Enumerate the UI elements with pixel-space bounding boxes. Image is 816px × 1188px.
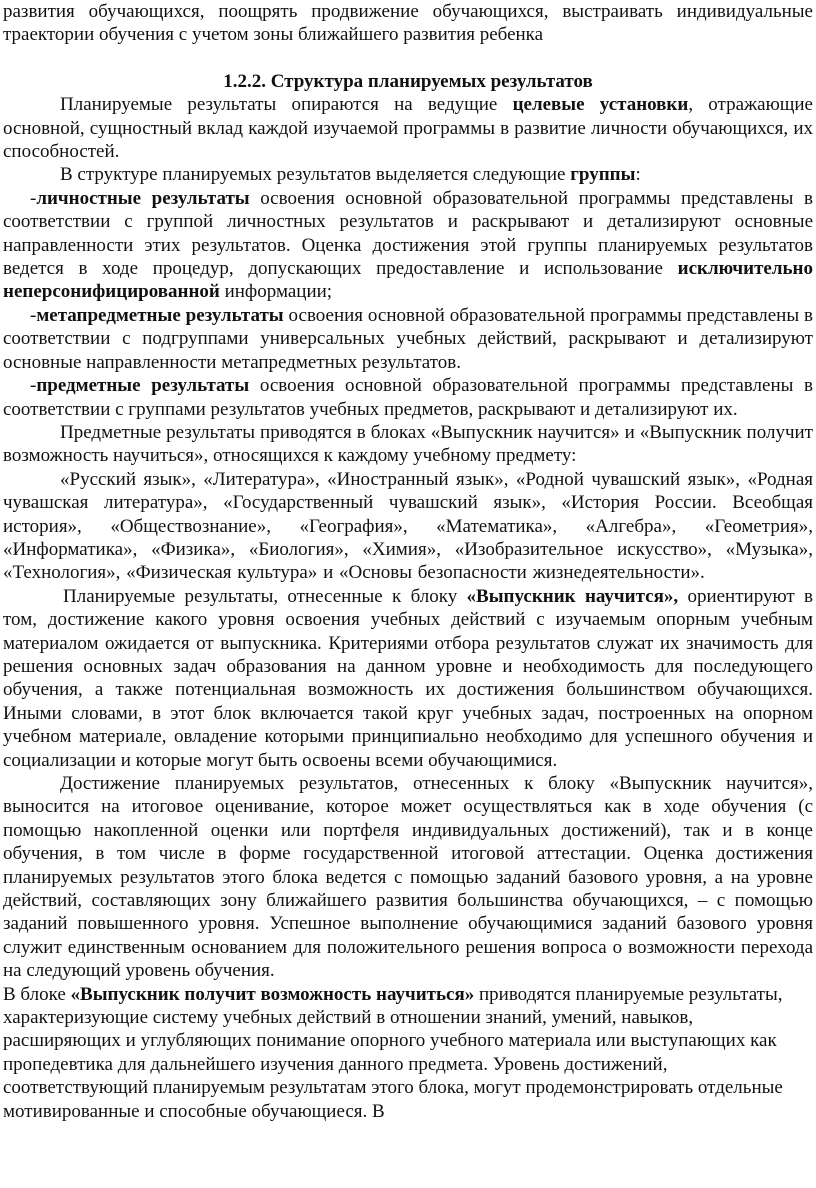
bold-term-metasubject-results: метапредметные результаты bbox=[36, 304, 284, 326]
bold-term-groups: группы bbox=[570, 164, 636, 186]
paragraph-groups: В структуре планируемых результатов выделяется следующие группы: bbox=[60, 164, 641, 186]
bold-term-graduate-will-learn: «Выпускник научится», bbox=[466, 585, 679, 607]
paragraph-graduate-opportunity: В блоке «Выпускник получит возможность научиться» приводятся планируемые результаты, характеризующие систему учебных действий в отношении знаний, умений, навыков, расширяющих и углубляющих понимание опорного учебного материала или выступающих как пропедевтика для дальнейшего изучения данного предмета. Уровень достижений, соответствующий планируемым результатам этого блока, могут продемонстрировать отдельные мотивированные и способные обучающиеся. В bbox=[3, 983, 783, 1122]
bold-term-nonpersonified: исключительно неперсонифицированной bbox=[3, 258, 813, 303]
paragraph-subject-list: «Русский язык», «Литература», «Иностранный язык», «Родной чувашский язык», «Родная чувашская литература», «Государственный чувашский язык», «История России. Всеобщая история», «Обществознание», «География», «Математика», «Алгебра», «Геометрия», «Информатика», «Физика», «Биология», «Химия», «Изобразительное искусство», «Музыка», «Технология», «Физическая культура» и «Основы безопасности жизнедеятельности». bbox=[3, 468, 813, 584]
paragraph-blocks-intro: Предметные результаты приводятся в блоках «Выпускник научится» и «Выпускник получит возможность научиться», относящихся к каждому учебному предмету: bbox=[3, 421, 813, 467]
paragraph-subject-results: -предметные результаты освоения основной образовательной программы представлены в соответствии с группами результатов учебных предметов, раскрывают и детализируют их. bbox=[3, 375, 813, 420]
paragraph-graduate-will-learn: Планируемые результаты, отнесенные к блоку «Выпускник научится», ориентируют в том, достижение какого уровня освоения учебных действий с изучаемым опорным учебным материалом ожидается от выпускника. Критериями отбора результатов служат их значимость для решения основных задач образования на данном уровне и необходимость для последующего обучения, а также потенциальная возможность их достижения большинством обучающихся. Иными словами, в этот блок включается такой круг учебных задач, построенных на опорном учебном материале, овладение которыми принципиально необходимо для успешного обучения и социализации и которые могут быть освоены всеми обучающимися. bbox=[3, 585, 813, 771]
paragraph-target-settings: Планируемые результаты опираются на ведущие целевые установки, отражающие основной, сущностный вклад каждой изучаемой программы в развитие личности обучающихся, их способностей. bbox=[3, 94, 813, 163]
bold-term-target-settings: целевые установки bbox=[512, 94, 689, 116]
bold-term-subject-results: предметные результаты bbox=[36, 375, 250, 397]
bold-term-personal-results: личностные результаты bbox=[36, 187, 250, 209]
section-heading: 1.2.2. Структура планируемых результатов bbox=[223, 70, 593, 92]
bold-term-graduate-opportunity: «Выпускник получит возможность научиться» bbox=[70, 983, 475, 1005]
paragraph-metasubject-results: -метапредметные результаты освоения основной образовательной программы представлены в соответствии с подгруппами универсальных учебных действий, раскрывают и детализируют основные направленности метапредметных результатов. bbox=[3, 304, 813, 373]
paragraph-personal-results: -личностные результаты освоения основной образовательной программы представлены в соответствии с группой личностных результатов и раскрывают и детализируют основные направленности этих результатов. Оценка достижения этой группы планируемых результатов ведется в ходе процедур, допускающих предоставление и использование исключительно неперсонифицированной информации; bbox=[3, 187, 813, 303]
paragraph-final-assessment: Достижение планируемых результатов, отнесенных к блоку «Выпускник научится», выносится на итоговое оценивание, которое может осуществляться как в ходе обучения (с помощью накопленной оценки или портфеля индивидуальных достижений), так и в конце обучения, в том числе в форме государственной итоговой аттестации. Оценка достижения планируемых результатов этого блока ведется с помощью заданий базового уровня, а на уровне действий, составляющих зону ближайшего развития большинства обучающихся, – с помощью заданий повышенного уровня. Успешное выполнение обучающимися заданий базового уровня служит единственным основанием для положительного решения вопроса о возможности перехода на следующий уровень обучения. bbox=[3, 773, 813, 982]
paragraph-continuation: развития обучающихся, поощрять продвижение обучающихся, выстраивать индивидуальные траектории обучения с учетом зоны ближайшего развития ребенка bbox=[3, 1, 813, 46]
